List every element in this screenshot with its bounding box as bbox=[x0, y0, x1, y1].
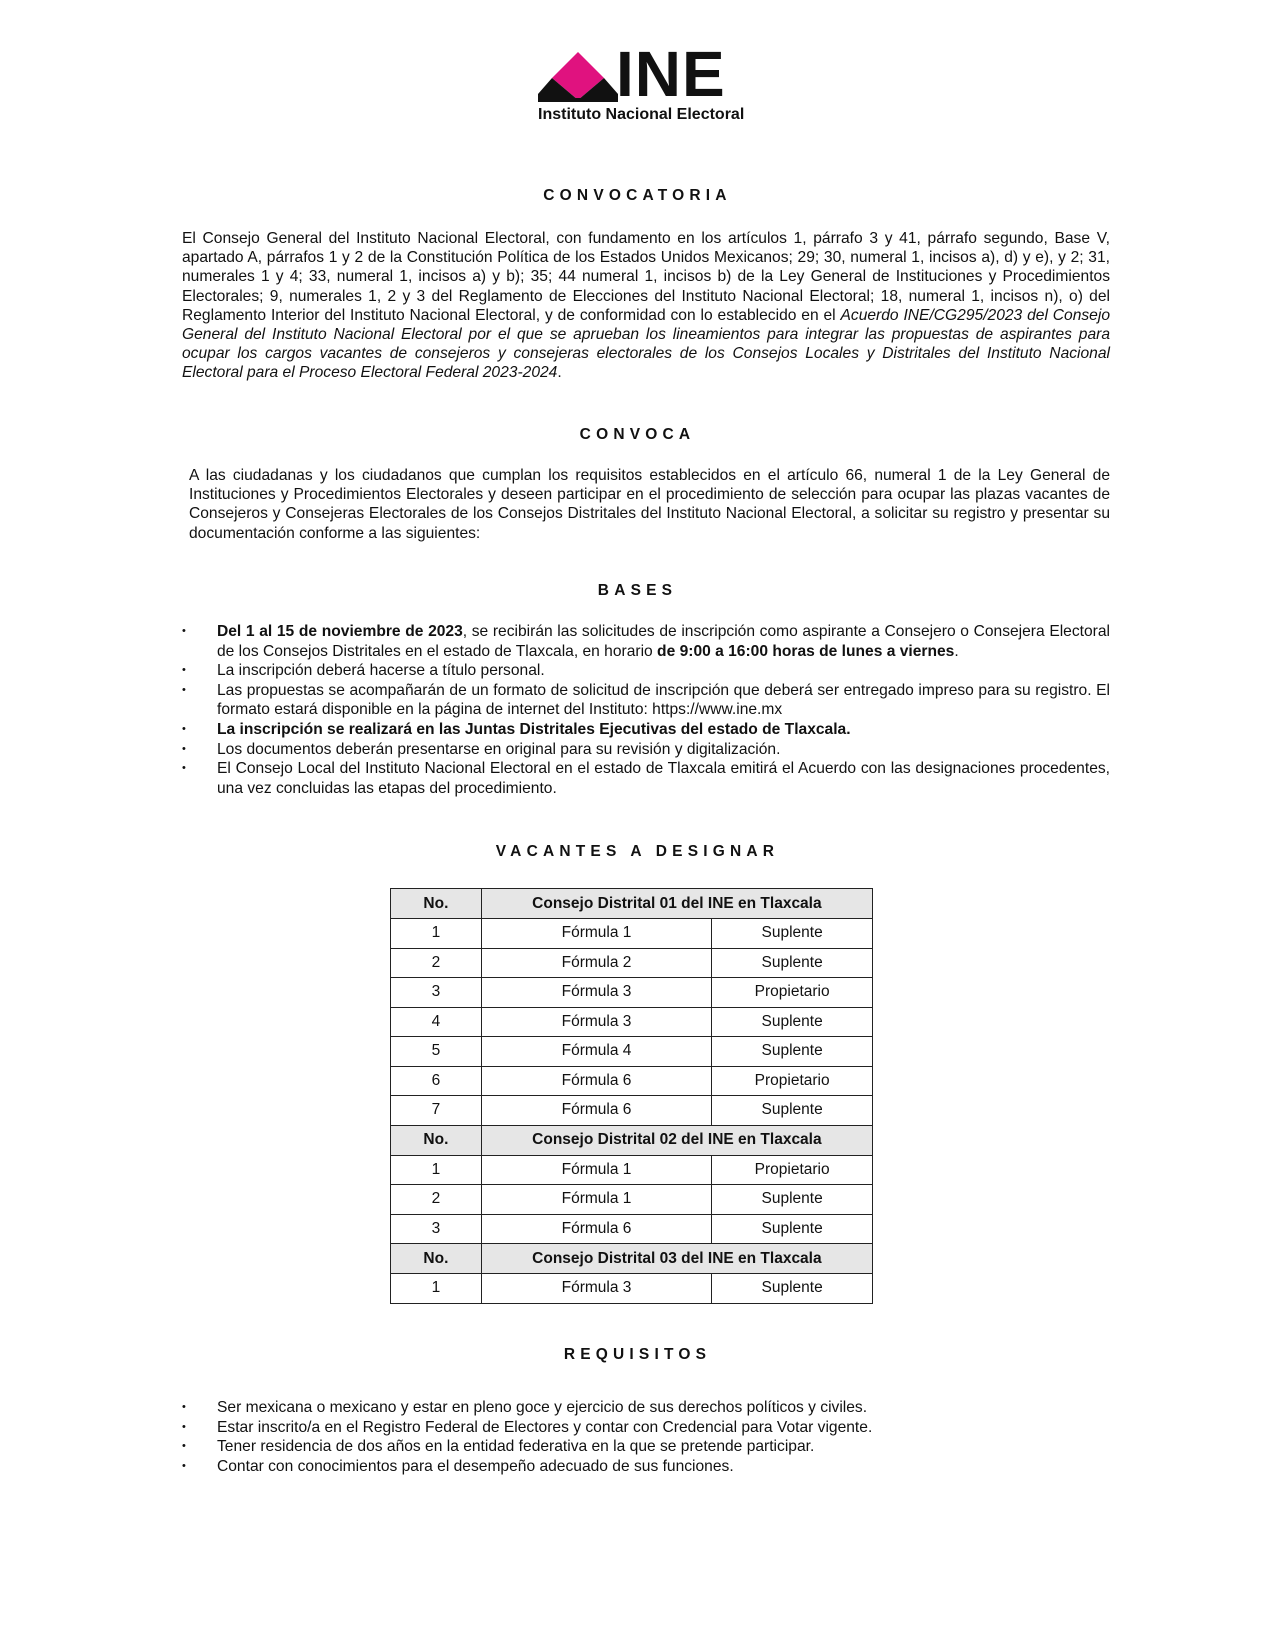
cell-number: 7 bbox=[391, 1096, 482, 1126]
table-row bbox=[391, 1037, 873, 1067]
cell-number: 1 bbox=[391, 919, 482, 949]
cell-position: Suplente bbox=[712, 1185, 873, 1215]
ballot-box-icon bbox=[538, 48, 618, 106]
cell-formula: Fórmula 6 bbox=[481, 1214, 711, 1244]
council-title: Consejo Distrital 03 del INE en Tlaxcala bbox=[481, 1244, 872, 1274]
list-item-text: La inscripción se realizará en las Juntas Distritales Ejecutivas del estado de Tlaxcala. bbox=[217, 720, 851, 738]
list-item-text: , se recibirán las solicitudes de inscripción como aspirante a Consejero o Consejera Electoral de los Consejos Distritales en el estado de Tlaxcala, en horario bbox=[217, 623, 1110, 660]
convoca-heading: CONVOCA bbox=[579, 426, 696, 443]
bases-list bbox=[182, 622, 1110, 798]
table-row bbox=[391, 1185, 873, 1215]
registration-dates: Del 1 al 15 de noviembre de 2023 bbox=[217, 623, 463, 640]
table-row bbox=[391, 1096, 873, 1126]
convoca-paragraph: A las ciudadanas y los ciudadanos que cumplan los requisitos establecidos en el artículo 66, numeral 1 de la Ley General de Instituciones y Procedimientos Electorales y deseen participar en el procedimiento de selección para ocupar las plazas vacantes de Consejeros y Consejeras Electorales de los Consejos Distritales del Instituto Nacional Electoral, a solicitar su registro y presentar su documentación conforme a las siguientes: bbox=[189, 467, 1110, 542]
cell-number: 6 bbox=[391, 1066, 482, 1096]
list-item: • Contar con conocimientos para el desempeño adecuado de sus funciones. bbox=[182, 1457, 734, 1475]
table-row bbox=[391, 1007, 873, 1037]
registration-hours: de 9:00 a 16:00 horas de lunes a viernes bbox=[657, 642, 955, 660]
logo-subtitle: Instituto Nacional Electoral bbox=[538, 106, 745, 123]
logo-wordmark: INE bbox=[616, 38, 726, 110]
cell-number: 1 bbox=[391, 1274, 482, 1304]
cell-number: 5 bbox=[391, 1037, 482, 1067]
cell-position: Propietario bbox=[712, 978, 873, 1008]
requisitos-heading: REQUISITOS bbox=[563, 1346, 712, 1363]
list-item: • Del 1 al 15 de noviembre de 2023, se recibirán las solicitudes de inscripción como aspirante a Consejero o Consejera Electoral de los Consejos Distritales en el estado de Tlaxcala, en horario de 9:00 a 16:00 horas de lunes a viernes. bbox=[182, 623, 1110, 660]
table-row bbox=[391, 1066, 873, 1096]
cell-position: Suplente bbox=[712, 1096, 873, 1126]
list-item: • El Consejo Local del Instituto Nacional Electoral en el estado de Tlaxcala emitirá el Acuerdo con las designaciones procedentes, una vez concluidas las etapas del procedimiento. bbox=[182, 760, 1110, 797]
acuerdo-reference: Acuerdo INE/CG295/2023 del Consejo General del Instituto Nacional Electoral por el que se aprueban los lineamientos para integrar las propuestas de aspirantes para ocupar los cargos vacantes de consejeros y consejeras electorales de los Consejos Locales y Distritales del Instituto Nacional Electoral para el Proceso Electoral Federal 2023-2024 bbox=[182, 306, 1110, 382]
table-row bbox=[391, 919, 873, 949]
list-item-text: La inscripción deberá hacerse a título personal. bbox=[217, 662, 545, 680]
cell-formula: Fórmula 1 bbox=[481, 919, 711, 949]
cell-position: Suplente bbox=[712, 1037, 873, 1067]
list-item: • Ser mexicana o mexicano y estar en pleno goce y ejercicio de sus derechos políticos y civiles. bbox=[182, 1399, 868, 1416]
table-row bbox=[391, 1214, 873, 1244]
list-item: • La inscripción deberá hacerse a título personal. bbox=[182, 662, 545, 680]
table-row bbox=[391, 1274, 873, 1304]
cell-position: Suplente bbox=[712, 948, 873, 978]
list-item-text: Estar inscrito/a en el Registro Federal de Electores y contar con Credencial para Votar vigente. bbox=[217, 1418, 873, 1436]
cell-number: 4 bbox=[391, 1007, 482, 1037]
column-header-no: No. bbox=[391, 889, 482, 919]
list-item: • Los documentos deberán presentarse en original para su revisión y digitalización. bbox=[182, 740, 781, 758]
list-item-text: Las propuestas se acompañarán de un formato de solicitud de inscripción que deberá ser entregado impreso para su registro. El formato estará disponible en la página de internet del Instituto: https://www.ine.mx bbox=[217, 681, 1110, 719]
cell-position: Suplente bbox=[712, 1274, 873, 1304]
vacancies-table bbox=[390, 888, 873, 1304]
list-item-text: Tener residencia de dos años en la entidad federativa en la que se pretende participar. bbox=[217, 1438, 815, 1456]
cell-formula: Fórmula 2 bbox=[481, 948, 711, 978]
cell-number: 2 bbox=[391, 1185, 482, 1215]
cell-number: 2 bbox=[391, 948, 482, 978]
list-item: • Las propuestas se acompañarán de un formato de solicitud de inscripción que deberá ser entregado impreso para su registro. El formato estará disponible en la página de internet del Instituto: https://www.ine.mx bbox=[182, 681, 1110, 719]
convocatoria-text: El Consejo General del Instituto Nacional Electoral, con fundamento en los artículos 1, párrafo 3 y 41, párrafo segundo, Base V, apartado A, párrafos 1 y 2 de la Constitución Política de los Estados Unidos Mexicanos; 29; 30, numeral 1, incisos a), d) y e), y 2; 31, numerales 1 y 4; 33, numeral 1, incisos a) y b); 35; 44 numeral 1, incisos b) de la Ley General de Instituciones y Procedimientos Electorales; 9, numerales 1, 2 y 3 del Reglamento de Elecciones del Instituto Nacional Electoral; 18, numeral 1, incisos n), o) del Reglamento Interior del Instituto Nacional Electoral, y de conformidad con lo establecido en el bbox=[182, 230, 1110, 324]
cell-formula: Fórmula 3 bbox=[481, 978, 711, 1008]
vacantes-heading: VACANTES A DESIGNAR bbox=[495, 843, 780, 860]
council-title: Consejo Distrital 02 del INE en Tlaxcala bbox=[481, 1125, 872, 1155]
convocatoria-end: . bbox=[557, 364, 562, 382]
council-title: Consejo Distrital 01 del INE en Tlaxcala bbox=[481, 889, 872, 919]
list-item-text: Los documentos deberán presentarse en original para su revisión y digitalización. bbox=[217, 740, 781, 758]
list-item-end: . bbox=[954, 642, 959, 660]
cell-formula: Fórmula 1 bbox=[481, 1155, 711, 1185]
cell-formula: Fórmula 4 bbox=[481, 1037, 711, 1067]
table-row bbox=[391, 1155, 873, 1185]
table-group-header bbox=[391, 1244, 873, 1274]
cell-number: 1 bbox=[391, 1155, 482, 1185]
ine-logo bbox=[538, 38, 788, 126]
bases-heading: BASES bbox=[597, 582, 678, 599]
cell-position: Suplente bbox=[712, 919, 873, 949]
list-item: • La inscripción se realizará en las Juntas Distritales Ejecutivas del estado de Tlaxcala. bbox=[182, 720, 851, 738]
column-header-no: No. bbox=[391, 1125, 482, 1155]
convocatoria-paragraph bbox=[182, 229, 1110, 383]
cell-position: Propietario bbox=[712, 1066, 873, 1096]
list-item: • Estar inscrito/a en el Registro Federal de Electores y contar con Credencial para Votar vigente. bbox=[182, 1418, 873, 1436]
table-group-header bbox=[391, 1125, 873, 1155]
cell-number: 3 bbox=[391, 1214, 482, 1244]
list-item-text: Contar con conocimientos para el desempeño adecuado de sus funciones. bbox=[217, 1457, 734, 1475]
cell-formula: Fórmula 1 bbox=[481, 1185, 711, 1215]
cell-position: Suplente bbox=[712, 1214, 873, 1244]
cell-number: 3 bbox=[391, 978, 482, 1008]
table-row bbox=[391, 978, 873, 1008]
table-row bbox=[391, 948, 873, 978]
convocatoria-heading: CONVOCATORIA bbox=[543, 187, 732, 204]
cell-position: Propietario bbox=[712, 1155, 873, 1185]
list-item-text: El Consejo Local del Instituto Nacional Electoral en el estado de Tlaxcala emitirá el Acuerdo con las designaciones procedentes, una vez concluidas las etapas del procedimiento. bbox=[217, 760, 1110, 797]
list-item: • Tener residencia de dos años en la entidad federativa en la que se pretende participar. bbox=[182, 1438, 815, 1456]
requisitos-list bbox=[182, 1398, 1110, 1476]
cell-formula: Fórmula 6 bbox=[481, 1066, 711, 1096]
column-header-no: No. bbox=[391, 1244, 482, 1274]
table-group-header bbox=[391, 889, 873, 919]
cell-formula: Fórmula 3 bbox=[481, 1274, 711, 1304]
cell-formula: Fórmula 3 bbox=[481, 1007, 711, 1037]
list-item-text: Ser mexicana o mexicano y estar en pleno goce y ejercicio de sus derechos políticos y civiles. bbox=[217, 1399, 868, 1416]
cell-formula: Fórmula 6 bbox=[481, 1096, 711, 1126]
cell-position: Suplente bbox=[712, 1007, 873, 1037]
